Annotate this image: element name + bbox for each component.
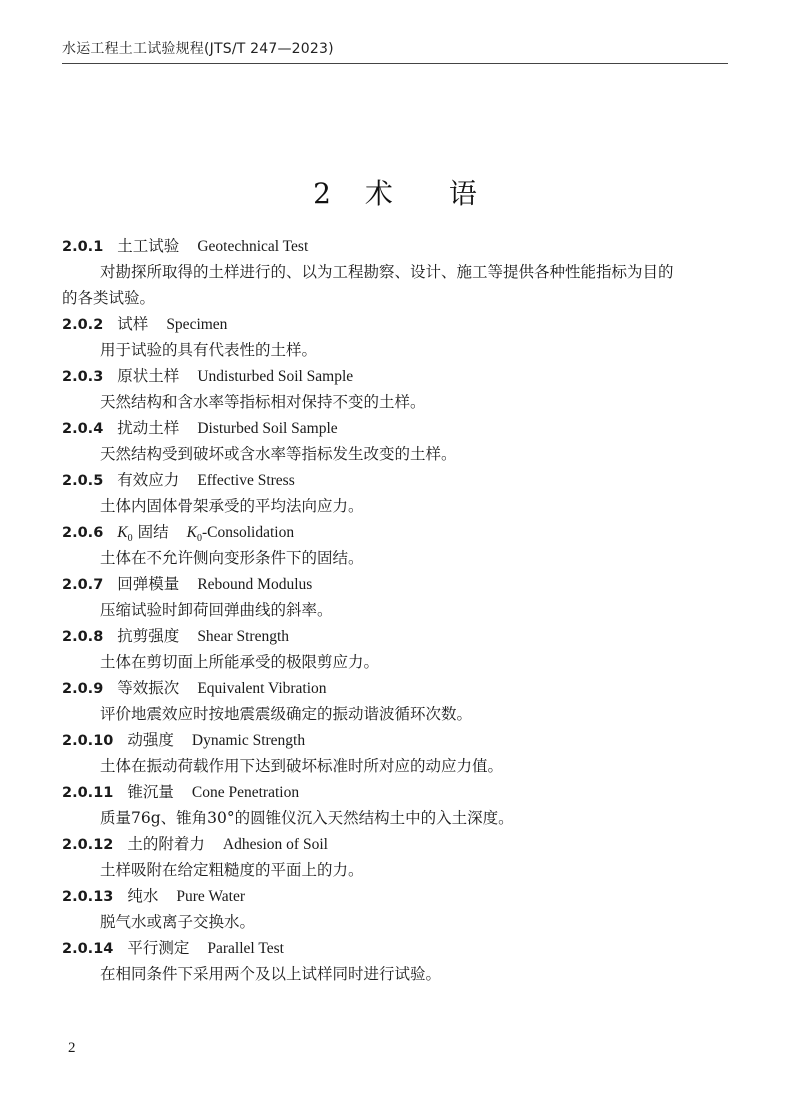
- chapter-title-char-2: 语: [448, 177, 477, 210]
- term-definition: 土样吸附在给定粗糙度的平面上的力。: [100, 861, 364, 879]
- term-number: 2.0.9: [62, 681, 104, 697]
- term-number: 2.0.6: [62, 525, 104, 541]
- term-chinese: 扰动土样: [117, 419, 180, 437]
- term-definition: 质量76g、锥角30°的圆锥仪沉入天然结构土中的入土深度。: [100, 809, 514, 827]
- term-chinese: 回弹模量: [117, 575, 180, 593]
- terms-list: [62, 233, 732, 987]
- term-chinese: 土工试验: [117, 237, 180, 255]
- k0-symbol-subscript: 0: [127, 533, 133, 545]
- term-chinese: 土的附着力: [127, 835, 205, 853]
- term-heading: [62, 363, 732, 389]
- term-heading: [62, 415, 732, 441]
- term-number: 2.0.2: [62, 317, 104, 333]
- term-definition: 脱气水或离子交换水。: [100, 913, 256, 931]
- term-number: 2.0.3: [62, 369, 104, 385]
- term-definition: 压缩试验时卸荷回弹曲线的斜率。: [100, 601, 333, 619]
- chapter-number: 2: [313, 177, 331, 210]
- k0-symbol-subscript: 0: [196, 533, 202, 545]
- term-english-text: -Consolidation: [201, 524, 295, 541]
- term-number: 2.0.10: [62, 733, 114, 749]
- running-header: 水运工程土工试验规程(JTS/T 247—2023): [62, 41, 334, 57]
- term-english: Parallel Test: [207, 940, 284, 957]
- term-definition: 对勘探所取得的土样进行的、以为工程勘察、设计、施工等提供各种性能指标为目的: [100, 263, 674, 281]
- term-definition: 土体内固体骨架承受的平均法向应力。: [100, 497, 364, 515]
- term-heading: [62, 727, 732, 753]
- k0-symbol-letter: K: [186, 524, 197, 541]
- term-heading: [62, 311, 732, 337]
- term-item: [62, 883, 732, 935]
- term-english: Disturbed Soil Sample: [197, 420, 338, 437]
- term-number: 2.0.13: [62, 889, 114, 905]
- term-english: Pure Water: [176, 888, 246, 905]
- page-number: 2: [68, 1040, 76, 1056]
- term-chinese: 试样: [117, 315, 149, 333]
- term-definition: 土体在剪切面上所能承受的极限剪应力。: [100, 653, 380, 671]
- term-english: Dynamic Strength: [191, 732, 306, 749]
- term-item: [62, 311, 732, 363]
- term-heading: [62, 467, 732, 493]
- k0-symbol-letter: K: [117, 524, 128, 541]
- term-chinese: 平行测定: [127, 939, 190, 957]
- term-number: 2.0.8: [62, 629, 104, 645]
- term-definition-continued: 的各类试验。: [62, 289, 156, 307]
- term-item: [62, 519, 732, 571]
- term-definition: 土体在振动荷载作用下达到破坏标准时所对应的动应力值。: [100, 757, 504, 775]
- term-number: 2.0.1: [62, 239, 104, 255]
- term-chinese: 纯水: [127, 887, 159, 905]
- term-definition: 在相同条件下采用两个及以上试样同时进行试验。: [100, 965, 442, 983]
- term-definition: 天然结构和含水率等指标相对保持不变的土样。: [100, 393, 426, 411]
- term-heading: [62, 233, 732, 259]
- term-heading: [62, 623, 732, 649]
- term-english: Shear Strength: [197, 628, 290, 645]
- term-item: [62, 935, 732, 987]
- term-item: [62, 623, 732, 675]
- term-number: 2.0.14: [62, 941, 114, 957]
- term-item: [62, 831, 732, 883]
- term-chinese: 等效振次: [117, 679, 180, 697]
- term-english: Effective Stress: [197, 472, 295, 489]
- term-item: [62, 571, 732, 623]
- term-english: Cone Penetration: [191, 784, 300, 801]
- term-heading: [62, 571, 732, 597]
- term-number: 2.0.11: [62, 785, 114, 801]
- term-chinese-text: 固结: [137, 523, 169, 541]
- term-heading: [62, 831, 732, 857]
- term-english: Specimen: [166, 316, 228, 333]
- term-heading: [62, 779, 732, 805]
- term-heading: [62, 883, 732, 909]
- term-item: [62, 415, 732, 467]
- term-item: [62, 363, 732, 415]
- term-heading: [62, 675, 732, 701]
- term-item: [62, 467, 732, 519]
- term-number: 2.0.4: [62, 421, 104, 437]
- term-chinese: 有效应力: [117, 471, 180, 489]
- term-heading: [62, 519, 732, 545]
- term-english: Geotechnical Test: [197, 238, 309, 255]
- term-chinese: 锥沉量: [127, 783, 174, 801]
- chapter-title: [0, 172, 790, 212]
- k0-symbol: [186, 524, 202, 545]
- term-heading: [62, 935, 732, 961]
- term-definition: 用于试验的具有代表性的土样。: [100, 341, 318, 359]
- term-english: Undisturbed Soil Sample: [197, 368, 354, 385]
- term-item: [62, 779, 732, 831]
- term-number: 2.0.7: [62, 577, 104, 593]
- term-number: 2.0.5: [62, 473, 104, 489]
- k0-symbol: [117, 524, 133, 545]
- term-definition: 土体在不允许侧向变形条件下的固结。: [100, 549, 364, 567]
- term-item: [62, 233, 732, 311]
- chapter-title-char-1: 术: [364, 177, 393, 210]
- term-english: Adhesion of Soil: [222, 836, 328, 853]
- term-chinese: 抗剪强度: [117, 627, 180, 645]
- header-rule: [62, 63, 728, 64]
- term-item: [62, 727, 732, 779]
- term-chinese: 动强度: [127, 731, 174, 749]
- term-number: 2.0.12: [62, 837, 114, 853]
- term-english: Rebound Modulus: [197, 576, 313, 593]
- term-definition: 天然结构受到破坏或含水率等指标发生改变的土样。: [100, 445, 457, 463]
- term-definition: 评价地震效应时按地震震级确定的振动谐波循环次数。: [100, 705, 473, 723]
- term-item: [62, 675, 732, 727]
- term-chinese: 原状土样: [117, 367, 180, 385]
- term-english: Equivalent Vibration: [197, 680, 327, 697]
